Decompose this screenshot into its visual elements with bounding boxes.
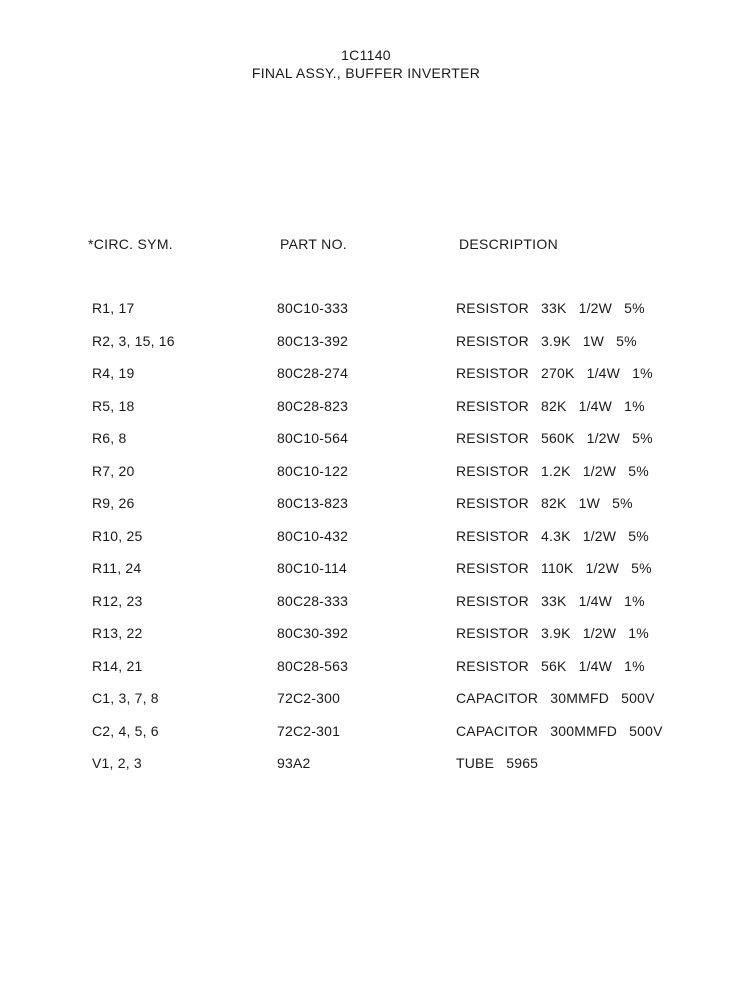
table-row <box>0 719 756 752</box>
table-row <box>0 556 756 589</box>
description-cell: RESISTOR 33K 1/2W 5% <box>456 300 645 316</box>
table-row <box>0 686 756 719</box>
circ-sym-cell: V1, 2, 3 <box>92 755 142 771</box>
table-row <box>0 361 756 394</box>
description-cell: RESISTOR 33K 1/4W 1% <box>456 592 645 609</box>
circ-sym-cell: R14, 21 <box>92 657 143 674</box>
table-row <box>0 524 756 557</box>
table-row <box>0 621 756 654</box>
circ-sym-cell: C2, 4, 5, 6 <box>92 722 159 739</box>
table-row <box>0 329 756 362</box>
header-circ-sym: *CIRC. SYM. <box>88 236 173 252</box>
description-cell: RESISTOR 1.2K 1/2W 5% <box>456 462 649 479</box>
table-row <box>0 751 756 784</box>
circ-sym-cell: C1, 3, 7, 8 <box>92 690 159 706</box>
part-no-cell: 80C28-274 <box>277 365 349 381</box>
circ-sym-cell: R12, 23 <box>92 592 143 609</box>
table-row <box>0 459 756 492</box>
part-no-cell: 80C28-563 <box>277 657 349 674</box>
part-no-cell: 80C13-392 <box>277 332 349 349</box>
part-no-cell: 72C2-300 <box>277 690 341 706</box>
table-row <box>0 394 756 427</box>
description-cell: CAPACITOR 30MMFD 500V <box>456 690 655 706</box>
part-no-cell: 80C10-432 <box>277 527 349 544</box>
header-description: DESCRIPTION <box>459 236 558 252</box>
header-part-no: PART NO. <box>280 236 347 252</box>
circ-sym-cell: R6, 8 <box>92 430 127 446</box>
table-header <box>0 236 756 256</box>
circ-sym-cell: R11, 24 <box>92 560 142 576</box>
part-no-cell: 80C10-564 <box>277 430 349 446</box>
part-no-cell: 80C28-823 <box>277 397 349 414</box>
description-cell: RESISTOR 3.9K 1W 5% <box>456 332 637 349</box>
circ-sym-cell: R7, 20 <box>92 462 135 479</box>
description-cell: TUBE 5965 <box>456 755 539 771</box>
document-number: 1C1140 <box>341 47 391 63</box>
description-cell: RESISTOR 270K 1/4W 1% <box>456 365 653 381</box>
part-no-cell: 72C2-301 <box>277 722 341 739</box>
part-no-cell: 80C10-333 <box>277 300 349 316</box>
table-row <box>0 589 756 622</box>
circ-sym-cell: R1, 17 <box>92 300 135 316</box>
table-row <box>0 491 756 524</box>
part-no-cell: 80C10-114 <box>277 560 348 576</box>
description-cell: RESISTOR 56K 1/4W 1% <box>456 657 645 674</box>
circ-sym-cell: R10, 25 <box>92 527 143 544</box>
part-no-cell: 80C28-333 <box>277 592 349 609</box>
document-title: FINAL ASSY., BUFFER INVERTER <box>251 65 481 81</box>
description-cell: RESISTOR 82K 1/4W 1% <box>456 397 645 414</box>
part-no-cell: 80C13-823 <box>277 495 349 511</box>
circ-sym-cell: R2, 3, 15, 16 <box>92 332 175 349</box>
part-no-cell: 80C10-122 <box>277 462 349 479</box>
part-no-cell: 93A2 <box>277 755 311 771</box>
document-header <box>0 46 732 82</box>
description-cell: RESISTOR 560K 1/2W 5% <box>456 430 653 446</box>
description-cell: RESISTOR 82K 1W 5% <box>456 495 633 511</box>
circ-sym-cell: R4, 19 <box>92 365 135 381</box>
description-cell: RESISTOR 4.3K 1/2W 5% <box>456 527 649 544</box>
table-row <box>0 654 756 687</box>
table-row <box>0 296 756 329</box>
table-row <box>0 426 756 459</box>
circ-sym-cell: R5, 18 <box>92 397 135 414</box>
circ-sym-cell: R9, 26 <box>92 495 135 511</box>
circ-sym-cell: R13, 22 <box>92 625 143 641</box>
part-no-cell: 80C30-392 <box>277 625 349 641</box>
parts-list <box>0 296 756 784</box>
description-cell: RESISTOR 110K 1/2W 5% <box>456 560 652 576</box>
description-cell: RESISTOR 3.9K 1/2W 1% <box>456 625 649 641</box>
description-cell: CAPACITOR 300MMFD 500V <box>456 722 663 739</box>
